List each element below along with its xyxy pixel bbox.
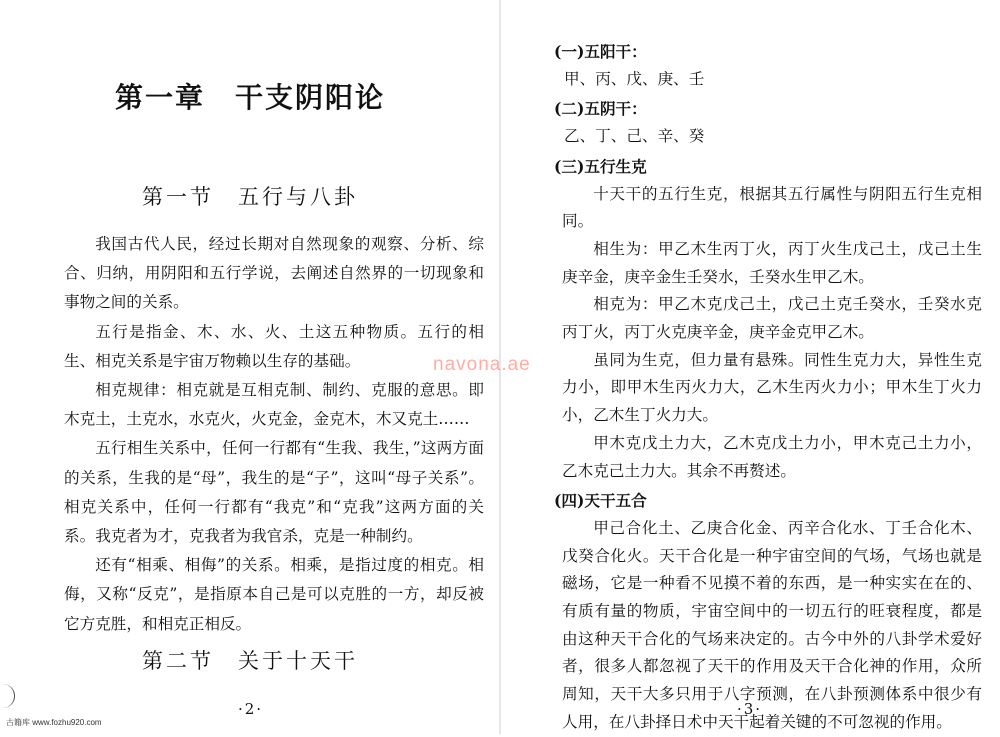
paragraph: 相克规律：相克就是互相克制、制约、克服的意思。即木克土，土克水，水克火，火克金，金克木，木又克土…… [64, 381, 484, 429]
right-body-text [554, 38, 982, 737]
section-title-1: 第一节 五行与八卦 [142, 185, 358, 209]
paragraph: 五行相生关系中，任何一行都有“生我、我生，”这两方面的关系，生我的是“母”，我生的是“子”，这叫“母子关系”。相克关系中，任何一行都有“我克”和“克我”这两方面的关系。我克者为才，克我者为我官杀，克是一种制约。 [64, 439, 484, 546]
yin-stems-list: 乙、丁、己、辛、癸 [564, 127, 705, 146]
subheading-yin-stems: (二)五阴干： [554, 99, 647, 119]
left-body-text [64, 230, 484, 639]
paragraph: 甲木克戊土力大，乙木克戊土力小，甲木克己土力小，乙木克己土力大。其余不再赘述。 [562, 433, 982, 480]
paragraph: 十天干的五行生克，根据其五行属性与阴阳五行生克相同。 [562, 184, 982, 231]
paragraph: 相克为：甲乙木克戊己土，戊己土克壬癸水，壬癸水克丙丁火，丙丁火克庚辛金，庚辛金克甲乙木。 [562, 295, 982, 342]
paragraph: 还有“相乘、相侮”的关系。相乘，是指过度的相克。相侮，又称“反克”，是指原本自己是可以克胜的一方，却反被它方克胜，和相克正相反。 [64, 556, 484, 633]
paragraph: 虽同为生克，但力量有悬殊。同性生克力大，异性生克力小，即甲木生丙火力大，乙木生丙火力小；甲木生丁火力小，乙木生丁火力大。 [562, 350, 982, 425]
paragraph: 我国古代人民，经过长期对自然现象的观察、分析、综合、归纳，用阴阳和五行学说，去阐述自然界的一切现象和事物之间的关系。 [64, 235, 484, 312]
page-number-right: ·3· [737, 700, 763, 718]
subheading-five-combinations: (四)天干五合 [554, 491, 647, 511]
subheading-yang-stems: (一)五阳干： [554, 42, 647, 61]
chapter-title: 第一章 干支阴阳论 [114, 81, 385, 114]
watermark-text: navona.ae [433, 354, 531, 375]
paragraph: 五行是指金、木、水、火、土这五种物质。五行的相生、相克关系是宇宙万物赖以生存的基础。 [64, 322, 484, 370]
subheading-five-elements: (三)五行生克 [554, 156, 647, 176]
paragraph: 相生为：甲乙木生丙丁火，丙丁火生戊己土，戊己土生庚辛金，庚辛金生壬癸水，壬癸水生甲乙木。 [562, 239, 982, 286]
yang-stems-list: 甲、丙、戊、庚、壬 [564, 69, 705, 88]
left-page [0, 0, 500, 734]
section-title-2: 第二节 关于十天干 [142, 649, 358, 673]
source-watermark: 古籍库 www.fozhu920.com [6, 718, 102, 727]
paragraph: 甲己合化土、乙庚合化金、丙辛合化水、丁壬合化木、戊癸合化火。天干合化是一种宇宙空间的气场，气场也就是磁场，它是一种看不见摸不着的东西，是一种实实在在的、有质有量的物质，宇宙空间中的一切五行的旺衰程度，都是由这种天干合化的气场来决定的。古今中外的八卦学术爱好者，很多人都忽视了天干的作用及天干合化神的作用，众所周知，天干大多只用于八字预测，在八卦预测体系中很少有人用，在八卦择日术中天干起着关键的不可忽视的作用。 [562, 518, 982, 731]
page-number-left: ·2· [238, 700, 264, 718]
